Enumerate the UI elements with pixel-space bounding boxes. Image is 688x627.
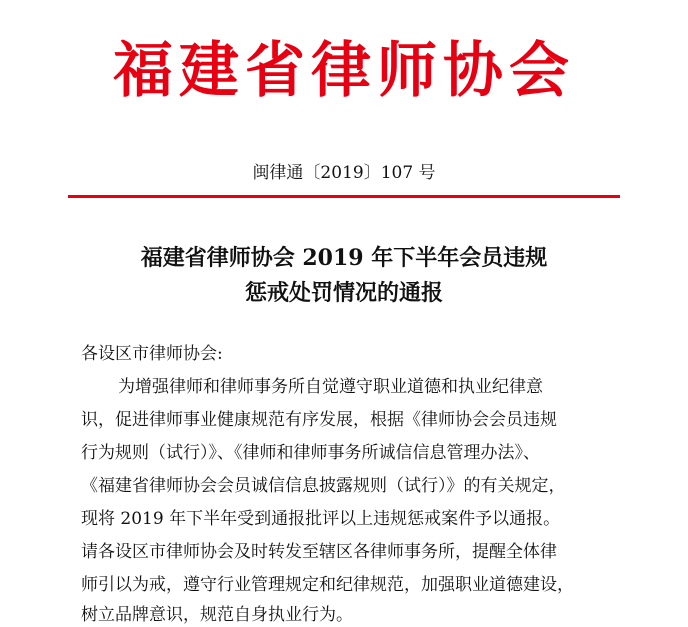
paragraph-line: 师引以为戒，遵守行业管理规定和纪律规范，加强职业道德建设，: [81, 575, 574, 595]
red-divider-line: [68, 195, 620, 198]
paragraph-line: 为增强律师和律师事务所自觉遵守职业道德和执业纪律意: [118, 377, 543, 397]
document-title-line-2: 惩戒处罚情况的通报: [244, 280, 443, 306]
paragraph-line: 《福建省律师协会会员诚信信息披露规则（试行）》的有关规定，: [81, 476, 566, 496]
document-title-line-1: 福建省律师协会 2019 年下半年会员违规: [140, 245, 548, 271]
paragraph-line: 现将 2019 年下半年受到通报批评以上违规惩戒案件予以通报。: [81, 509, 561, 529]
paragraph-line: 请各设区市律师协会及时转发至辖区各律师事务所，提醒全体律: [81, 542, 557, 562]
paragraph-line: 树立品牌意识，规范自身执业行为。: [81, 605, 353, 625]
paragraph-line: 行为规则（试行）》、《律师和律师事务所诚信信息管理办法》、: [81, 443, 540, 463]
document-number: 闽律通〔2019〕107 号: [252, 163, 436, 183]
org-title: 福建省律师协会: [113, 36, 575, 106]
salutation: 各设区市律师协会:: [81, 344, 223, 364]
paragraph-line: 识，促进律师事业健康规范有序发展，根据《律师协会会员违规: [81, 410, 557, 430]
